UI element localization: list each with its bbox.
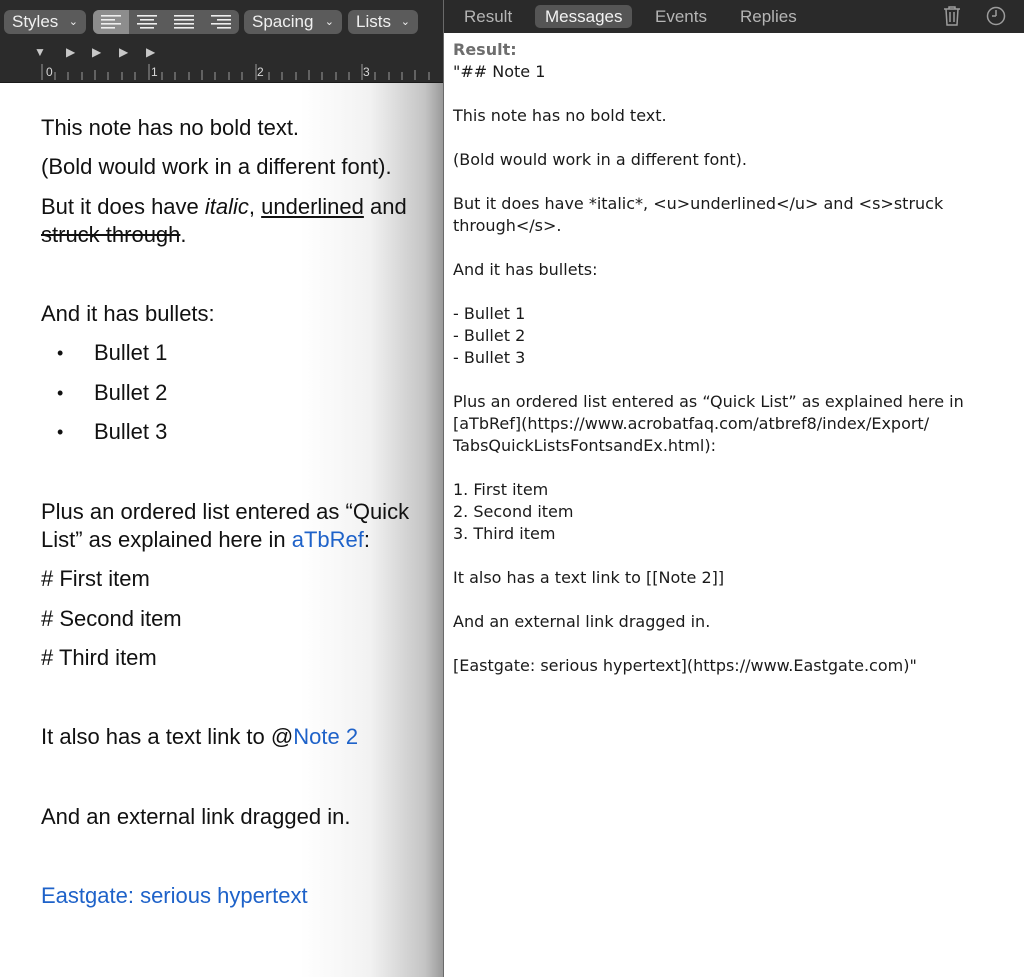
note-line [41,724,358,750]
ruler-number: 0 [46,65,53,79]
result-line: But it does have *italic*, <u>underlined</u> and <s>struck [453,194,944,213]
text-run: , [248,194,262,219]
underlined-text: underlined [261,194,364,219]
format-toolbar [0,0,443,42]
eastgate-link[interactable]: Eastgate: serious hypertext [41,883,308,908]
result-line: This note has no bold text. [453,106,667,125]
inspector-tabbar [444,0,1024,33]
lists-label: Lists [356,12,391,31]
spacing-label: Spacing [252,12,314,31]
alignment-segmented-control [93,10,239,34]
note-line [41,222,187,248]
note-line: This note has no bold text. [41,115,300,140]
result-line: through</s>. [453,216,562,235]
ruler[interactable] [0,42,443,83]
bullet-glyph: • [57,383,64,403]
result-label: Result: [453,40,517,59]
result-line: It also has a text link to [[Note 2]] [453,568,725,587]
ordered-item: # Second item [41,606,182,631]
text-run: List” as explained here in [41,527,292,552]
result-line: - Bullet 1 [453,304,526,323]
italic-text: italic [204,194,249,219]
note-2-link[interactable]: Note 2 [293,724,359,749]
text-run: : [363,527,370,552]
lists-dropdown[interactable] [348,10,418,34]
chevron-down-icon: ⌄ [324,16,334,28]
align-justify-button[interactable] [166,10,202,34]
align-justify-icon [174,14,194,30]
note-line: (Bold would work in a different font). [41,154,392,179]
tab-replies[interactable]: Replies [740,7,797,26]
styles-label: Styles [12,12,59,31]
result-line: And it has bullets: [453,260,598,279]
result-line: TabsQuickListsFontsandEx.html): [453,436,716,455]
align-right-button[interactable] [203,10,239,34]
result-line: 3. Third item [453,524,556,543]
history-clock-icon[interactable] [985,5,1007,27]
tab-events[interactable]: Events [655,7,707,26]
result-line: - Bullet 3 [453,348,526,367]
tab-result[interactable]: Result [464,7,513,26]
result-line: 2. Second item [453,502,574,521]
struck-text: struck through [41,222,181,247]
ruler-number: 3 [363,65,370,79]
trash-icon[interactable] [942,5,962,27]
bullet-text: Bullet 2 [94,380,168,405]
ruler-number: 1 [151,65,158,79]
note-line: And an external link dragged in. [41,804,351,829]
align-center-icon [137,14,157,30]
tab-stop-icon[interactable]: ▶ [92,45,102,59]
tab-stop-icon[interactable]: ▶ [146,45,156,59]
text-run: . [180,222,187,247]
result-line: - Bullet 2 [453,326,526,345]
tab-stop-icon[interactable]: ▶ [66,45,76,59]
align-center-button[interactable] [129,10,165,34]
tab-stop-icon[interactable]: ▶ [119,45,129,59]
indent-marker-icon[interactable]: ▼ [34,45,46,59]
bullet-glyph: • [57,343,64,363]
action-inspector-pane [443,0,1024,977]
align-left-button[interactable] [93,10,129,34]
chevron-down-icon: ⌄ [68,16,78,28]
note-editor-pane [0,0,443,977]
result-line: 1. First item [453,480,549,499]
note-line: And it has bullets: [41,301,215,326]
text-run: It also has a text link to @ [41,724,294,749]
result-line: [Eastgate: serious hypertext](https://www.Eastgate.com)" [453,656,917,675]
align-left-icon [101,14,121,30]
ordered-item: # First item [41,566,150,591]
atbref-link[interactable]: aTbRef [291,527,364,552]
ruler-number: 2 [257,65,264,79]
ordered-item: # Third item [41,645,157,670]
tab-messages[interactable]: Messages [535,5,632,28]
result-line: "## Note 1 [453,62,546,81]
note-line [41,194,407,220]
result-line: Plus an ordered list entered as “Quick List” as explained here in [453,392,964,411]
text-run: and [363,194,407,219]
note-line: Plus an ordered list entered as “Quick [41,499,410,524]
align-right-icon [211,14,231,30]
result-line: (Bold would work in a different font). [453,150,747,169]
bullet-text: Bullet 3 [94,419,168,444]
result-line: [aTbRef](https://www.acrobatfaq.com/atbref8/index/Export/ [453,414,930,433]
bullet-text: Bullet 1 [94,340,168,365]
bullet-glyph: • [57,422,64,442]
result-line: And an external link dragged in. [453,612,711,631]
text-run: But it does have [41,194,205,219]
spacing-dropdown[interactable] [244,10,342,34]
styles-dropdown[interactable] [4,10,86,34]
chevron-down-icon: ⌄ [400,16,410,28]
note-line [41,527,370,553]
